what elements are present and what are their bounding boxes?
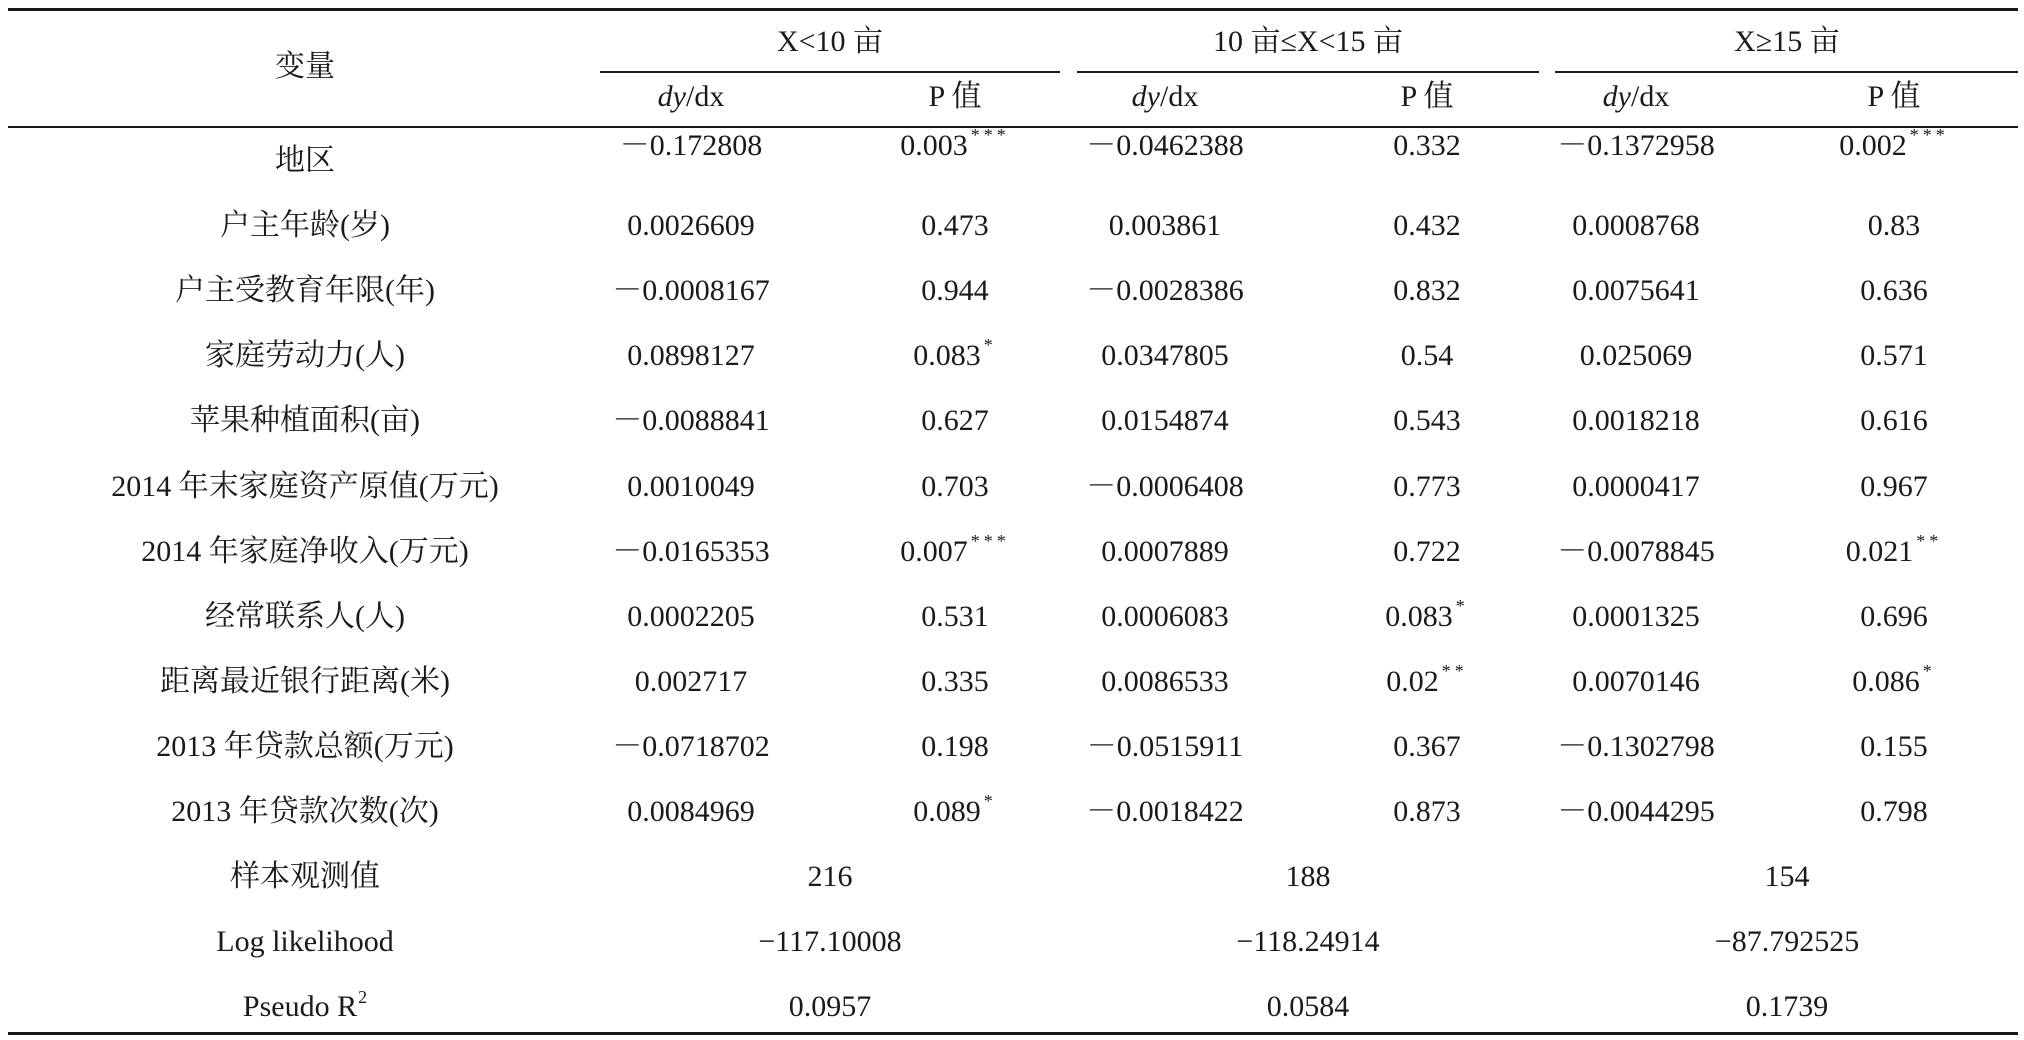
significance-stars: *** [1909,125,1949,145]
p-value [900,530,1010,568]
subheader-dy: dy [657,80,686,113]
cell-value: 0.0086533 [1101,664,1229,698]
p-value [1393,211,1461,241]
subheader-p [1867,82,1920,112]
header-group-1: X<10 亩 [776,25,884,58]
p-value [1386,660,1468,698]
cell-value: －0.0078845 [1557,534,1715,568]
p-value [1860,729,1928,763]
cell-value: 0.002717 [634,664,748,698]
cell-value: 0.0084969 [627,795,755,828]
p-value [1393,469,1461,503]
cell-value: 0.0001325 [1572,599,1700,633]
subheader-p [928,82,981,112]
cell-value: －0.1302798 [1557,729,1715,763]
group-rule-3 [1555,71,2018,73]
dydx-value [612,534,770,568]
cell-value: 0.54 [1400,339,1454,373]
cell-value: 0.703 [921,469,989,503]
dydx-value [1101,341,1229,371]
dydx-value [1101,599,1229,633]
p-value [1393,729,1461,763]
dydx-value [1572,211,1700,241]
significance-stars: ** [1441,660,1468,681]
cell-value: 0.0010049 [627,469,755,503]
cell-value: 0.0008768 [1572,209,1700,243]
subheader-p [1400,82,1453,112]
cell-value: 0.198 [921,729,989,763]
dydx-value [1086,729,1244,763]
cell-value: 0.627 [921,404,989,438]
summary-value-text: 216 [807,860,853,894]
cell-value: 0.367 [1393,729,1461,763]
row-label [275,146,335,176]
summary-label-sup: 2 [358,987,368,1008]
p-value [1860,276,1928,306]
summary-label-text: 样本观测值 [230,860,380,894]
dydx-value [1572,406,1700,436]
dydx-value [612,406,770,436]
significance-stars: * [983,335,997,356]
row-label-text: 2013 年贷款总额(万元) [156,729,454,763]
cell-value: －0.0006408 [1086,469,1244,503]
dydx-value [612,729,770,763]
p-value [921,211,989,241]
cell-value: －0.0018422 [1086,795,1244,828]
cell-value: 0.83 [1867,209,1921,243]
cell-value: 0.0006083 [1101,599,1229,633]
p-value [1393,797,1461,827]
summary-value [1286,862,1331,892]
cell-value: 0.473 [921,209,989,243]
row-label-text: 2013 年贷款次数(次) [171,795,439,828]
p-value [900,125,1010,162]
dydx-value [1572,469,1700,503]
summary-label-text: Log likelihood [216,925,394,959]
cell-value: 0.003 [900,129,968,162]
p-value [913,791,997,828]
cell-value: 0.798 [1860,795,1928,828]
dydx-value [1557,534,1715,568]
cell-value: 0.616 [1860,404,1928,438]
dydx-value [627,599,755,633]
header-group-3: X≥15 亩 [1734,25,1840,58]
p-value [921,729,989,763]
summary-value [808,862,853,892]
cell-value: 0.543 [1393,404,1461,438]
summary-label [216,927,393,957]
row-label [156,729,454,763]
p-value [1393,276,1461,306]
cell-value: 0.636 [1860,274,1928,308]
cell-value: 0.0007889 [1101,534,1229,568]
cell-value: 0.083 [1385,599,1453,633]
subheader-dx: /dx [1159,80,1199,113]
summary-value-text: 0.0957 [788,990,872,1024]
cell-value: 0.0000417 [1572,469,1700,503]
cell-value: 0.0154874 [1101,404,1229,438]
cell-value: －0.172808 [619,129,763,162]
cell-value: －0.0088841 [612,404,770,438]
header-bottom-rule [8,126,2018,128]
p-value [1868,211,1921,241]
summary-value-text: −118.24914 [1236,925,1380,959]
row-label-text: 户主年龄(岁) [220,209,390,243]
p-value [1852,660,1936,698]
cell-value: 0.0070146 [1572,664,1700,698]
dydx-value [1572,276,1700,306]
dydx-value [627,341,755,371]
row-label [220,211,390,241]
cell-value: －0.0462388 [1086,129,1244,162]
dydx-value [1557,797,1715,827]
summary-value [758,927,901,957]
p-value [1385,595,1469,633]
summary-value-text: 0.0584 [1266,990,1350,1024]
significance-stars: * [1455,595,1469,616]
dydx-value [1101,534,1229,568]
dydx-value [1572,599,1700,633]
dydx-value [1580,341,1693,371]
dydx-value [634,664,748,698]
significance-stars: *** [970,125,1010,145]
cell-value: 0.021 [1845,534,1914,568]
significance-stars: * [983,791,997,811]
summary-value [1236,927,1379,957]
cell-value: 0.571 [1860,339,1928,373]
row-label [205,599,405,633]
cell-value: －0.1372958 [1557,129,1715,162]
cell-value: 0.722 [1393,534,1461,568]
subheader-dydx [1132,82,1199,112]
cell-value: 0.025069 [1579,339,1693,373]
cell-value: 0.0075641 [1572,274,1700,308]
dydx-value [627,211,755,241]
row-label-text: 户主受教育年限(年) [175,274,435,308]
row-label-text: 家庭劳动力(人) [205,339,405,373]
p-value [1860,599,1928,633]
dydx-value [1101,664,1229,698]
p-value [1860,469,1928,503]
cell-value: 0.332 [1393,129,1461,162]
p-value [1839,125,1949,162]
cell-value: 0.335 [921,664,989,698]
p-value [913,335,997,373]
subheader-dydx [1603,82,1670,112]
subheader-p-label: P 值 [1867,80,1921,113]
p-value [1845,530,1943,568]
dydx-value [1557,131,1715,161]
bottom-rule [8,1032,2018,1035]
dydx-value [1086,797,1244,827]
dydx-value [1557,729,1715,763]
significance-stars: * [1922,660,1936,681]
header-variable: 变量 [275,50,335,83]
cell-value: 0.0002205 [627,599,755,633]
cell-value: －0.0008167 [612,274,770,308]
dydx-value [627,797,755,827]
row-label [175,276,435,306]
summary-value [1715,927,1859,957]
p-value [1401,341,1454,371]
p-value [921,469,989,503]
subheader-dy: dy [1602,80,1631,113]
subheader-dy: dy [1131,80,1160,113]
group-rule-2 [1077,71,1539,73]
dydx-value [1086,131,1244,161]
dydx-value [1572,664,1700,698]
summary-label [242,987,368,1024]
cell-value: 0.003861 [1108,209,1222,243]
subheader-dx: /dx [685,80,725,113]
cell-value: 0.02 [1386,664,1439,698]
row-label [111,469,499,503]
cell-value: 0.007 [900,534,968,568]
cell-value: 0.0018218 [1572,404,1700,438]
p-value [1393,534,1461,568]
summary-value-text: 154 [1764,860,1810,894]
summary-value [1765,862,1810,892]
cell-value: 0.155 [1860,729,1928,763]
row-label [141,534,469,568]
significance-stars: *** [970,530,1010,551]
cell-value: 0.083 [913,339,981,373]
significance-stars: ** [1916,530,1943,551]
subheader-dx: /dx [1630,80,1670,113]
row-label-text: 2014 年家庭净收入(万元) [141,534,469,568]
p-value [921,406,989,436]
summary-label-text: Pseudo R [242,990,358,1024]
p-value [1860,341,1928,371]
row-label-text: 苹果种植面积(亩) [190,404,420,438]
row-label-text: 距离最近银行距离(米) [160,664,450,698]
header-group-2: 10 亩≤X<15 亩 [1212,25,1404,58]
subheader-p-label: P 值 [1400,80,1454,113]
cell-value: 0.002 [1839,129,1907,162]
group-rule-1 [600,71,1060,73]
cell-value: 0.873 [1393,795,1461,828]
dydx-value [1086,276,1244,306]
cell-value: 0.944 [921,274,989,308]
row-label [160,664,450,698]
cell-value: 0.432 [1393,209,1461,243]
cell-value: 0.531 [921,599,989,633]
cell-value: －0.0515911 [1086,729,1244,763]
subheader-p-label: P 值 [928,80,982,113]
summary-value [1267,992,1350,1022]
cell-value: 0.0026609 [627,209,755,243]
p-value [1393,406,1461,436]
top-rule [8,8,2018,11]
dydx-value [627,469,755,503]
cell-value: 0.089 [913,795,981,828]
cell-value: －0.0044295 [1557,795,1715,828]
cell-value: －0.0718702 [612,729,770,763]
p-value [1860,797,1928,827]
subheader-dydx [658,82,725,112]
row-label-text: 经常联系人(人) [205,599,405,633]
p-value [1393,131,1461,161]
p-value [921,276,989,306]
row-label [190,406,420,436]
dydx-value [612,276,770,306]
row-label [171,797,438,827]
summary-value [1746,992,1829,1022]
cell-value: 0.0347805 [1101,339,1229,373]
dydx-value [1109,211,1222,241]
p-value [1860,406,1928,436]
row-label-text: 2014 年末家庭资产原值(万元) [111,469,499,503]
dydx-value [620,131,763,161]
cell-value: 0.773 [1393,469,1461,503]
summary-value-text: 0.1739 [1745,990,1829,1024]
summary-value [789,992,872,1022]
summary-value-text: −117.10008 [758,925,902,959]
cell-value: 0.0898127 [627,339,755,373]
dydx-value [1086,469,1244,503]
p-value [921,599,989,633]
cell-value: 0.086 [1852,664,1920,698]
dydx-value [1101,406,1229,436]
summary-label [230,862,380,892]
cell-value: －0.0165353 [612,534,770,568]
row-label [205,341,405,371]
cell-value: 0.696 [1860,599,1928,633]
cell-value: 0.832 [1393,274,1461,308]
row-label-text: 地区 [275,144,335,177]
summary-value-text: 188 [1285,860,1331,894]
cell-value: －0.0028386 [1086,274,1244,308]
cell-value: 0.967 [1860,469,1928,503]
p-value [921,664,989,698]
summary-value-text: −87.792525 [1714,925,1860,959]
